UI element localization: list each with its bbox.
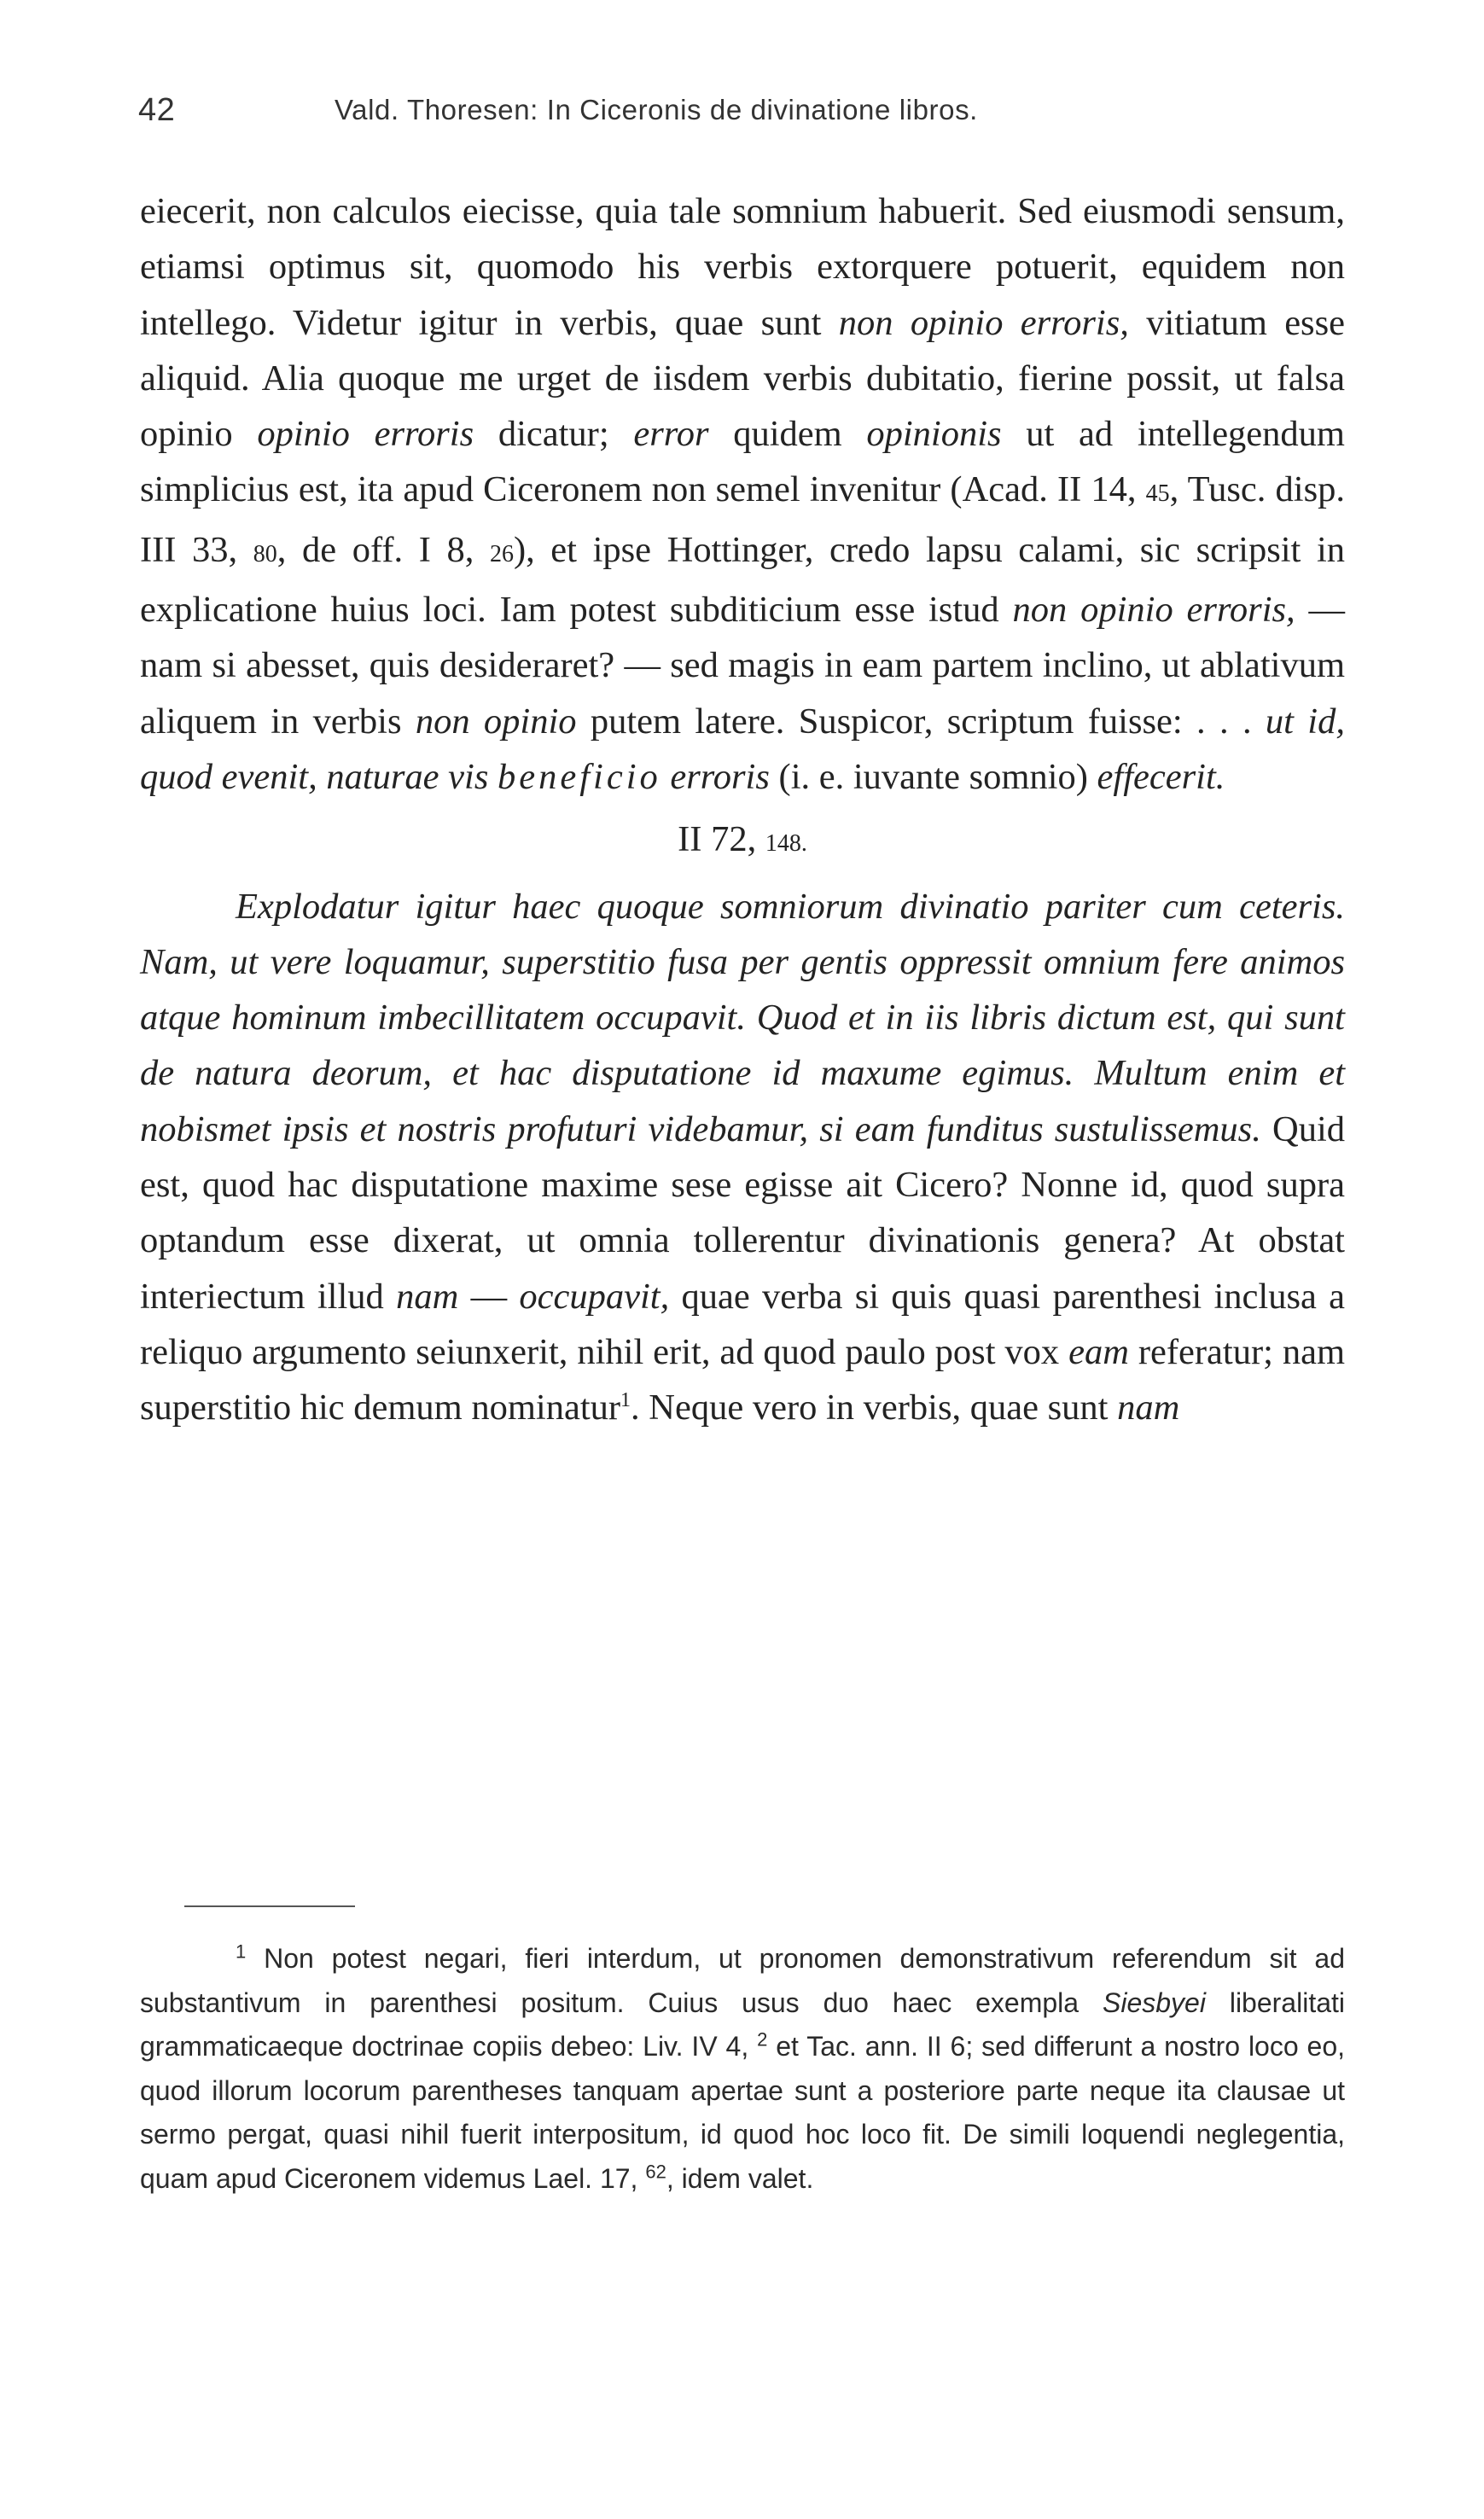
paragraph-2: Explodatur igitur haec quoque somniorum divinatio pariter cum ceteris. Nam, ut vere loquamur, superstitio fusa per gentis oppressit omnium fere animos atque hominum imbecillitatem occupavit. Quod et in iis libris dictum est, qui sunt de natura deorum, et hac disputatione id maxume egimus. Multum enim et nobismet ipsis et nostris profuturi videbamur, si eam funditus sustulissemus. Quid est, quod hac disputatione maxime sese egisse ait Cicero? Nonne id, quod supra optandum esse dixerat, ut omnia tollerentur divinationis genera? At obstat interiectum illud nam — occupavit, quae verba si quis quasi parenthesi inclusa a reliquo argumento seiunxerit, nihil erit, ad quod paulo post vox eam referatur; nam superstitio hic demum nominatur$^1$. Neque vero in verbis, quae sunt nam [140, 886, 1346, 1428]
footnote-text: $^1$ Non potest negari, fieri interdum, ut pronomen demonstrativum referendum sit ad substantivum in parenthesi positum. Cuius usus duo haec exempla Siesbyei liberalitati grammaticaeque doctrinae copiis debeo: Liv. IV 4, $^2$ et Tac. ann. II 6; sed differunt a nostro loco eo, quod illorum locorum parentheses tanquam apertae sunt a posteriore parte neque ita clausae ut sermo pergat, quasi nihil fuerit interpositum, id quod hoc loco fit. De simili loquendi neglegentia, quam apud Ciceronem videmus Lael. 17, $^{62}$, idem valet. [140, 1940, 1346, 2194]
section-heading: II 72, 148. [678, 819, 807, 860]
running-header [138, 92, 1345, 135]
footnote-reference[interactable]: 1 [620, 1389, 631, 1412]
footnote [140, 1937, 1345, 2202]
footnote-mark: 1 [236, 1940, 247, 1963]
main-text [140, 183, 1345, 1436]
paragraph-1: eiecerit, non calculos eiecisse, quia tale somnium habuerit. Sed eiusmodi sensum, etiamsi optimus sit, quomodo his verbis extorquere potuerit, equidem non intellego. Videtur igitur in verbis, quae sunt non opinio erroris, vitiatum esse aliquid. Alia quoque me urget de iisdem verbis dubitatio, fierine possit, ut falsa opinio opinio erroris dicatur; error quidem opinionis ut ad intellegendum simplicius est, ita apud Ciceronem non semel invenitur (Acad. II 14, 45, Tusc. disp. III 33, 80, de off. I 8, 26), et ipse Hottinger, credo lapsu calami, sic scripsit in explicatione huius loci. Iam potest subditicium esse istud non opinio erroris, — nam si abesset, quis desideraret? — sed magis in eam partem inclino, ut ablativum aliquem in verbis non opinio putem latere. Suspicor, scriptum fuisse: . . . ut id, quod evenit, naturae vis beneficio erroris (i. e. iuvante somnio) effecerit. [140, 191, 1346, 797]
page-number: 42 [138, 92, 176, 128]
running-title: Vald. Thoresen: In Ciceronis de divinatione libros. [335, 94, 978, 125]
footnote-divider [184, 1905, 355, 1907]
